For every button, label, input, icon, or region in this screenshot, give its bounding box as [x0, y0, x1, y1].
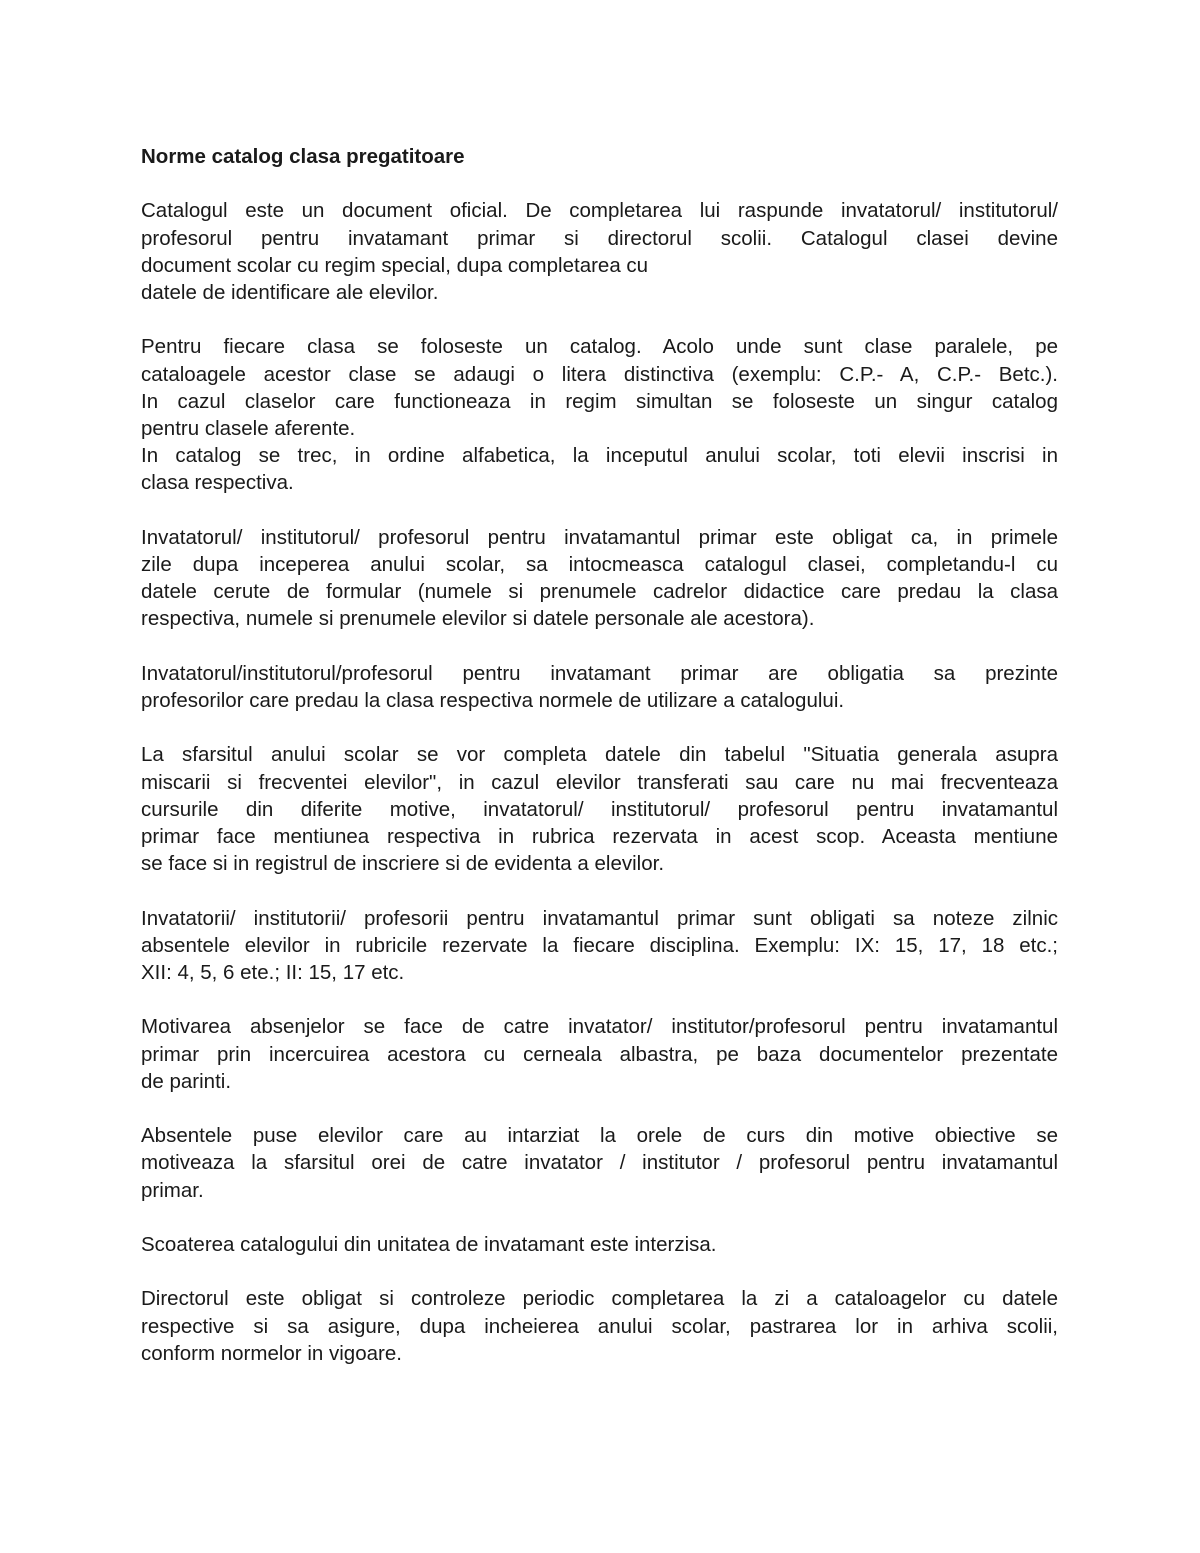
paragraph-line: conform normelor in vigoare. [141, 1341, 402, 1365]
paragraph-line: motiveaza la sfarsitul orei de catre invatator / institutor / profesorul pentru invatamantul [141, 1151, 1058, 1175]
paragraph-line: de parinti. [141, 1069, 232, 1093]
paragraph-line: absentele elevilor in rubricile rezervate la fiecare disciplina. Exemplu: IX: 15, 17, 18 etc.; [141, 933, 1058, 957]
paragraph-line: cataloagele acestor clase se adaugi o litera distinctiva (exemplu: C.P.- A, C.P.- Betc.). [141, 362, 1058, 386]
paragraph-line: datele de identificare ale elevilor. [141, 281, 439, 304]
paragraph-line: cursurile din diferite motive, invatatorul/ institutorul/ profesorul pentru invatamantul [141, 797, 1058, 821]
paragraph-teacher-obligations [141, 524, 1058, 633]
paragraph-line: zile dupa inceperea anului scolar, sa intocmeasca catalogul clasei, completandu-l cu [141, 553, 1058, 576]
document-title: Norme catalog clasa pregatitoare [141, 145, 465, 168]
paragraph-line: XII: 4, 5, 6 ete.; II: 15, 17 etc. [141, 961, 405, 984]
paragraph-line: respectiva, numele si prenumele elevilor si datele personale ale acestora). [141, 607, 815, 631]
paragraph-motivating-absences [141, 1013, 1058, 1095]
paragraph-line: Invatatorul/institutorul/profesorul pentru invatamant primar are obligatia sa prezinte [141, 661, 1058, 685]
paragraph-line: Pentru fiecare clasa se foloseste un catalog. Acolo unde sunt clase paralele, pe [141, 335, 1058, 359]
paragraph-director-obligations [141, 1285, 1058, 1367]
document-page [141, 143, 1058, 1394]
paragraph-line: se face si in registrul de inscriere si de evidenta a elevilor. [141, 852, 665, 876]
paragraph-line: primar. [141, 1178, 204, 1202]
paragraph-line: Motivarea absenjelor se face de catre invatator/ institutor/profesorul pentru invatamantul [141, 1015, 1058, 1039]
paragraph-line: Invatatorii/ institutorii/ profesorii pentru invatamantul primar sunt obligati sa noteze zilnic [141, 906, 1058, 930]
paragraph-daily-absences [141, 905, 1058, 987]
paragraph-line: In cazul claselor care functioneaza in regim simultan se foloseste un singur catalog [141, 389, 1058, 413]
paragraph-line: Catalogul este un document oficial. De completarea lui raspunde invatatorul/ institutorul/ [141, 199, 1058, 223]
paragraph-line: Directorul este obligat si controleze periodic completarea la zi a cataloagelor cu datele [141, 1287, 1058, 1311]
paragraph-line: La sfarsitul anului scolar se vor completa datele din tabelul "Situatia generala asupra [141, 743, 1058, 767]
paragraph-present-norms [141, 660, 1058, 714]
paragraph-catalog-official [141, 197, 1058, 306]
paragraph-line: Scoaterea catalogului din unitatea de invatamant este interzisa. [141, 1232, 717, 1256]
paragraph-line: profesorilor care predau la clasa respectiva normele de utilizare a catalogului. [141, 689, 845, 712]
paragraph-line: pentru clasele aferente. [141, 417, 356, 440]
paragraph-line: respective si sa asigure, dupa incheierea anului scolar, pastrarea lor in arhiva scolii, [141, 1314, 1058, 1338]
paragraph-one-catalog-per-class [141, 333, 1058, 496]
paragraph-line: Invatatorul/ institutorul/ profesorul pentru invatamantul primar este obligat ca, in primele [141, 525, 1058, 549]
paragraph-line: In catalog se trec, in ordine alfabetica, la inceputul anului scolar, toti elevii inscrisi in [141, 444, 1058, 468]
paragraph-end-of-year [141, 741, 1058, 877]
paragraph-line: datele cerute de formular (numele si prenumele cadrelor didactice care predau la clasa [141, 580, 1058, 604]
paragraph-line: document scolar cu regim special, dupa completarea cu [141, 253, 649, 277]
paragraph-line: Absentele puse elevilor care au intarziat la orele de curs din motive obiective se [141, 1124, 1058, 1148]
paragraph-line: primar prin incercuirea acestora cu cerneala albastra, pe baza documentelor prezentate [141, 1042, 1058, 1066]
paragraph-line: profesorul pentru invatamant primar si directorul scolii. Catalogul clasei devine [141, 226, 1058, 250]
paragraph-catalog-removal [141, 1231, 1058, 1258]
paragraph-line: clasa respectiva. [141, 471, 294, 495]
paragraph-line: miscarii si frecventei elevilor", in cazul elevilor transferati sau care nu mai frecventeaza [141, 770, 1058, 794]
paragraph-line: primar face mentiunea respectiva in rubrica rezervata in acest scop. Aceasta mentiune [141, 825, 1058, 848]
paragraph-late-absences [141, 1122, 1058, 1204]
